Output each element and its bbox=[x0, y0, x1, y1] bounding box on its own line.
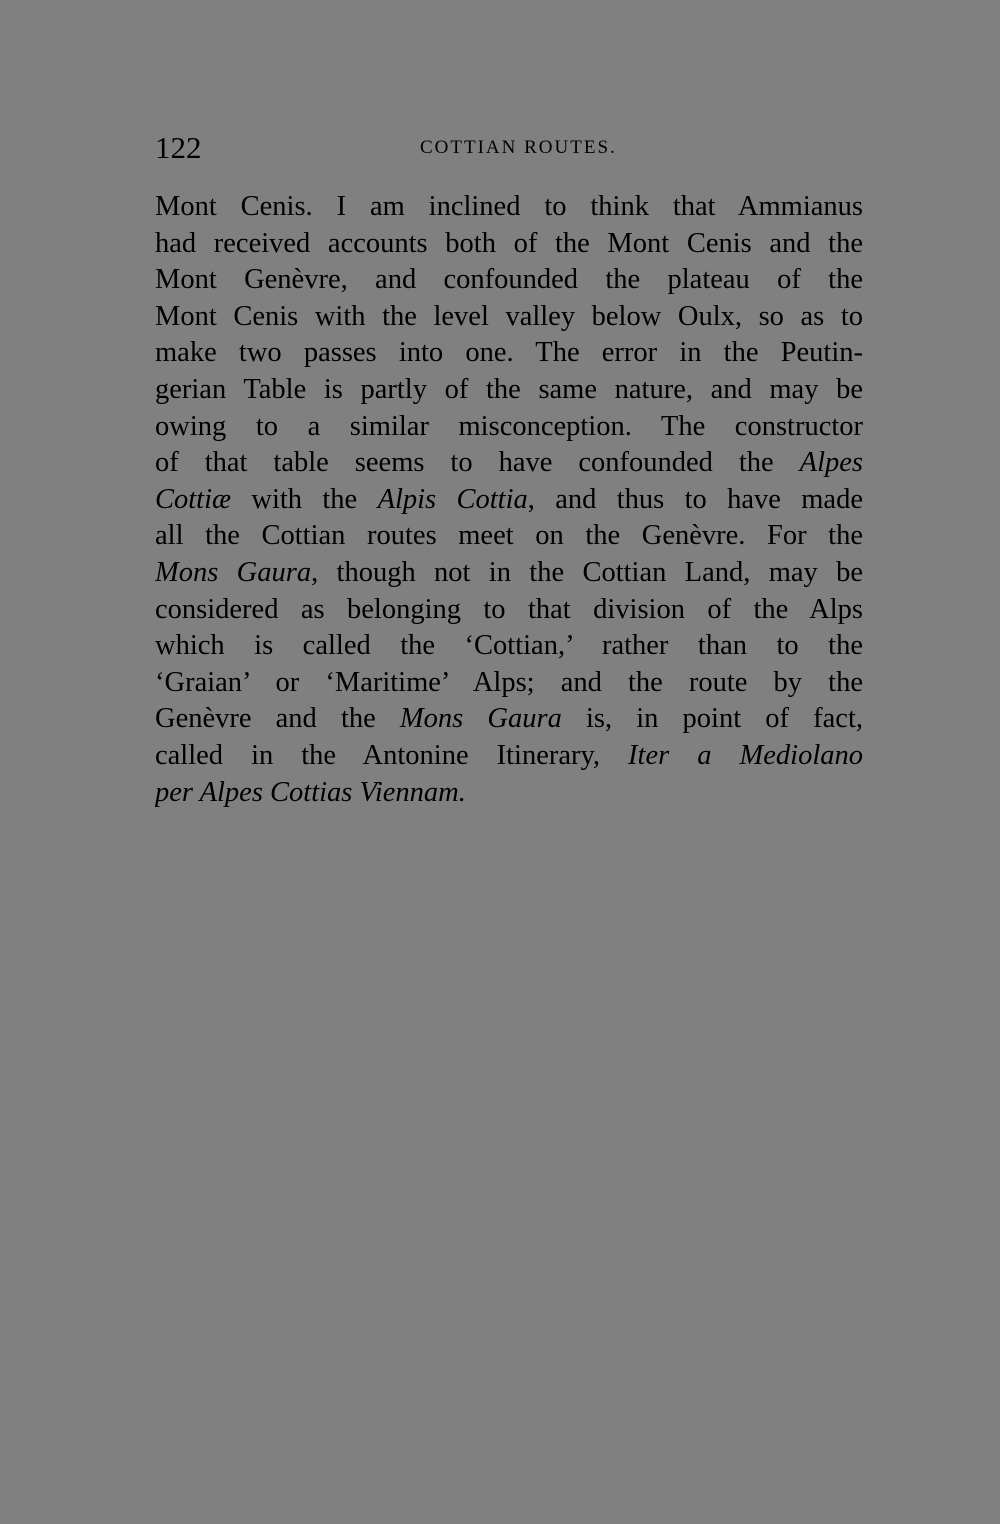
text-line bbox=[155, 409, 863, 446]
text-run: which is called the ‘Cottian,’ rather than to the bbox=[155, 630, 863, 662]
text-run: , though not in the Cottian Land, may be bbox=[311, 556, 863, 588]
text-run: Mont Cenis with the level valley below Oulx, so as to bbox=[155, 300, 863, 332]
text-line bbox=[155, 628, 863, 665]
text-run: had received accounts both of the Mont Cenis and the bbox=[155, 227, 863, 259]
text-run: is, in point of fact, bbox=[561, 703, 863, 735]
text-line bbox=[155, 592, 863, 629]
running-title: COTTIAN ROUTES. bbox=[420, 137, 617, 158]
text-run: with the bbox=[231, 483, 378, 515]
italic-text: Mons Gaura bbox=[399, 703, 562, 735]
text-line bbox=[155, 665, 863, 702]
text-line bbox=[155, 262, 863, 299]
text-line bbox=[155, 189, 863, 226]
text-run: make two passes into one. The error in the Peutin- bbox=[155, 337, 863, 369]
text-run: Mont Cenis. I am inclined to think that Ammianus bbox=[155, 191, 863, 222]
text-run: ‘Graian’ or ‘Maritime’ Alps; and the route by the bbox=[155, 666, 863, 698]
text-run: owing to a similar misconception. The constructor bbox=[155, 410, 863, 442]
page-number: 122 bbox=[155, 130, 202, 165]
text-line bbox=[155, 555, 863, 592]
text-line bbox=[155, 372, 863, 409]
text-line bbox=[155, 518, 863, 555]
italic-text: Iter a Mediolano bbox=[628, 739, 863, 771]
text-run: called in the Antonine Itinerary, bbox=[155, 739, 629, 771]
text-run: considered as belonging to that division of the Alps bbox=[155, 593, 863, 625]
text-run: of that table seems to have confounded the bbox=[155, 447, 800, 479]
italic-text: Alpis Cottia bbox=[377, 483, 528, 515]
text-line bbox=[155, 335, 863, 372]
running-head bbox=[155, 128, 863, 168]
italic-text: Mons Gaura bbox=[155, 556, 312, 588]
text-line bbox=[155, 482, 863, 519]
text-line bbox=[155, 299, 863, 336]
text-line bbox=[155, 775, 863, 812]
text-run: gerian Table is partly of the same nature, and may be bbox=[155, 373, 863, 405]
italic-text: Alpes bbox=[799, 447, 863, 479]
text-line bbox=[155, 445, 863, 482]
text-line bbox=[155, 738, 863, 775]
text-run: Mont Genèvre, and confounded the plateau of the bbox=[155, 264, 863, 296]
text-run: , and thus to have made bbox=[527, 483, 863, 515]
text-line bbox=[155, 226, 863, 263]
text-run: Genèvre and the bbox=[155, 703, 400, 735]
body-paragraph bbox=[155, 189, 863, 811]
italic-text: per Alpes Cottias Viennam. bbox=[155, 776, 466, 808]
italic-text: Cottiæ bbox=[155, 483, 232, 515]
text-run: all the Cottian routes meet on the Genèvre. For the bbox=[155, 520, 863, 552]
text-line bbox=[155, 701, 863, 738]
